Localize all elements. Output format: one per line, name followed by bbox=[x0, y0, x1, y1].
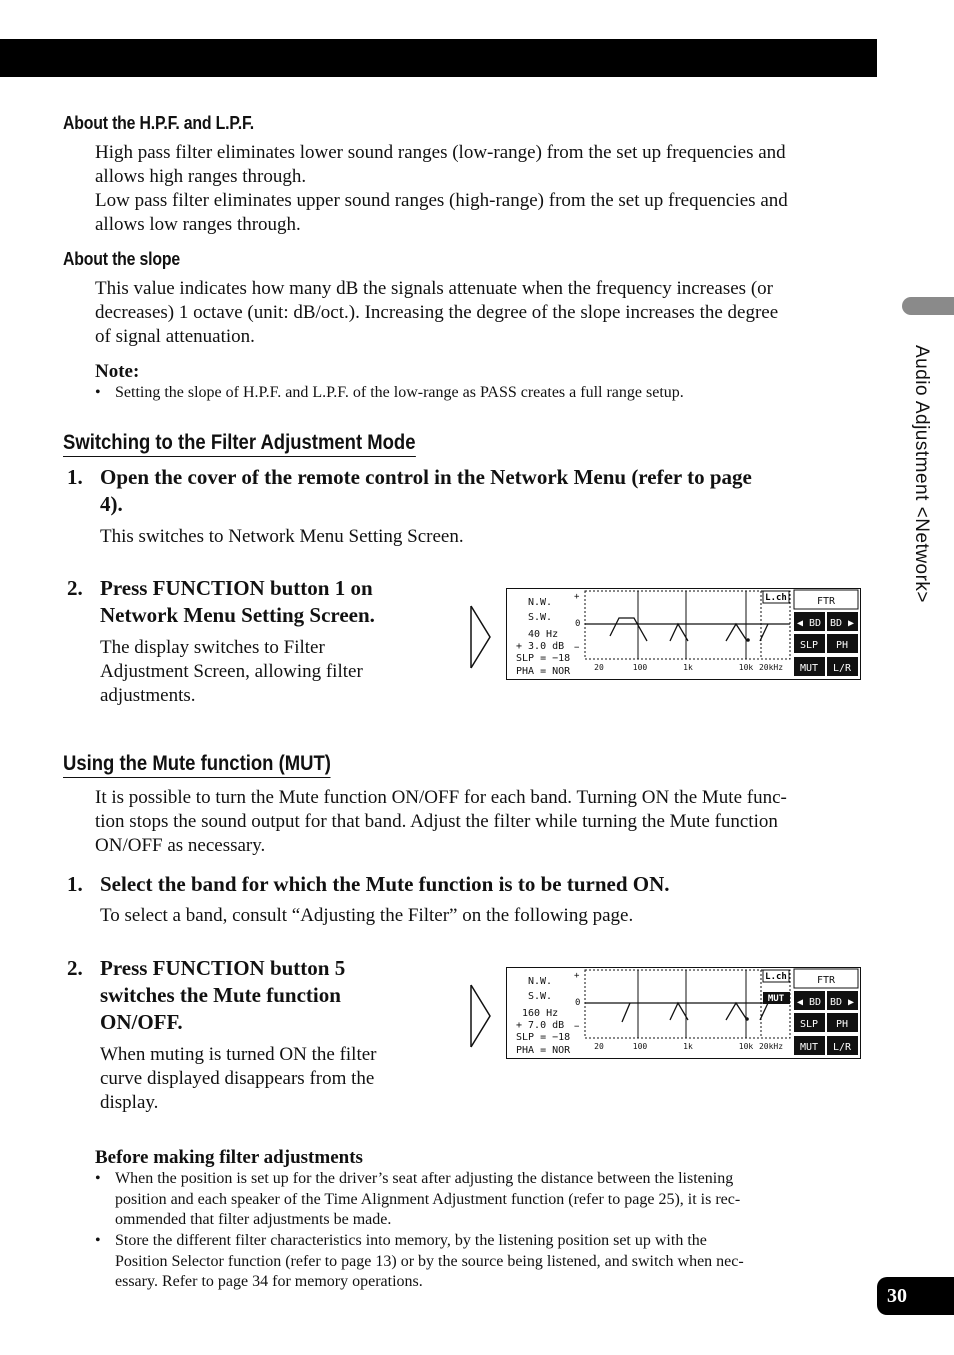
header-bar bbox=[0, 39, 877, 77]
text-line: allows high ranges through. bbox=[95, 166, 307, 187]
gain-mark-zero: 0 bbox=[575, 619, 581, 629]
text-line: essary. Refer to page 34 for memory operations. bbox=[115, 1273, 423, 1290]
screen-button-mut: MUT bbox=[799, 1042, 819, 1053]
text-line: position and each speaker of the Time Alignment Adjustment function (refer to page 25), it is rec- bbox=[115, 1190, 741, 1208]
text-line: allows low ranges through. bbox=[95, 214, 301, 235]
text-line: Open the cover of the remote control in the Network Menu (refer to page bbox=[100, 465, 752, 489]
freq-label: 10k bbox=[738, 1042, 754, 1051]
freq-label: 100 bbox=[632, 663, 648, 672]
before-bullet-2 bbox=[95, 1231, 835, 1293]
freq-label: 20kHz bbox=[758, 663, 784, 672]
text-line: ON/OFF as necessary. bbox=[95, 835, 266, 856]
step-text bbox=[100, 955, 460, 1036]
screen-info-line: + 3.0 dB bbox=[516, 641, 565, 652]
text-line: ON/OFF. bbox=[100, 1010, 183, 1034]
text-line: display. bbox=[100, 1092, 159, 1113]
channel-indicator: L.ch bbox=[765, 972, 787, 982]
before-adjust-title: Before making filter adjustments bbox=[95, 1147, 363, 1168]
freq-label: 20kHz bbox=[758, 1042, 784, 1051]
gain-mark-zero: 0 bbox=[575, 998, 581, 1008]
mute-step-1-desc: To select a band, consult “Adjusting the Filter” on the following page. bbox=[100, 905, 634, 926]
screen-button-mut: MUT bbox=[799, 663, 819, 674]
screen-button-bd-next: BD ▶ bbox=[829, 618, 855, 629]
gain-mark-minus: − bbox=[574, 643, 580, 653]
text-line: of signal attenuation. bbox=[95, 326, 255, 347]
channel-indicator: L.ch bbox=[765, 593, 787, 603]
step-text bbox=[100, 575, 460, 629]
heading-slope: About the slope bbox=[63, 249, 181, 269]
heading-mute: Using the Mute function (MUT) bbox=[63, 752, 331, 778]
filter-screen-1 bbox=[506, 588, 861, 680]
step-number: 2. bbox=[67, 956, 83, 980]
filter-screen-2 bbox=[506, 967, 861, 1059]
mute-indicator: MUT bbox=[767, 994, 785, 1004]
text-line: 4). bbox=[100, 492, 123, 516]
gain-mark-minus: − bbox=[574, 1022, 580, 1032]
screen-info-line: PHA = NOR bbox=[516, 1045, 571, 1056]
freq-label: 20 bbox=[594, 663, 604, 672]
screen-info-line: PHA = NOR bbox=[516, 666, 571, 677]
text-line: The display switches to Filter bbox=[100, 637, 325, 658]
screen-info-line: SLP = −18 bbox=[516, 653, 571, 664]
text-line: Adjustment Screen, allowing filter bbox=[100, 661, 363, 682]
before-bullet-1 bbox=[95, 1169, 835, 1231]
freq-label: 100 bbox=[632, 1042, 648, 1051]
text-line: tion stops the sound output for that band. Adjust the filter while turning the Mute function bbox=[95, 811, 778, 832]
text-line: • When the position is set up for the driver’s seat after adjusting the distance between the listening bbox=[115, 1170, 734, 1187]
page-number: 30 bbox=[877, 1277, 954, 1315]
text-line: Network Menu Setting Screen. bbox=[100, 603, 375, 627]
hpf-lpf-paragraph bbox=[95, 141, 855, 237]
text-line: When muting is turned ON the filter bbox=[100, 1044, 377, 1065]
heading-hpf-lpf: About the H.P.F. and L.P.F. bbox=[63, 113, 254, 133]
step-number: 1. bbox=[67, 465, 83, 489]
freq-label: 10k bbox=[738, 663, 754, 672]
screen-info-line: S.W. bbox=[528, 612, 553, 623]
text-line: Press FUNCTION button 5 bbox=[100, 956, 346, 980]
text-line: adjustments. bbox=[100, 685, 196, 706]
arrow-right-icon bbox=[469, 983, 493, 1049]
screen-button-ftr: FTR bbox=[816, 975, 836, 986]
slope-paragraph bbox=[95, 277, 855, 349]
screen-button-slp: SLP bbox=[799, 1019, 819, 1030]
screen-button-ph: PH bbox=[835, 1019, 849, 1030]
mute-paragraph bbox=[95, 786, 855, 858]
text-line: switches the Mute function bbox=[100, 983, 341, 1007]
text-line: ommended that filter adjustments be made. bbox=[115, 1211, 392, 1228]
text-line: This value indicates how many dB the signals attenuate when the frequency increases (or bbox=[95, 278, 773, 299]
step-text bbox=[100, 464, 840, 518]
screen-info-line: 40 Hz bbox=[528, 629, 559, 640]
screen-info-line: + 7.0 dB bbox=[516, 1020, 565, 1031]
step-text: Select the band for which the Mute function is to be turned ON. bbox=[100, 872, 670, 896]
screen-info-line: S.W. bbox=[528, 991, 553, 1002]
screen-info-line: 160 Hz bbox=[522, 1008, 559, 1019]
text-line: Press FUNCTION button 1 on bbox=[100, 576, 373, 600]
text-line: curve displayed disappears from the bbox=[100, 1068, 375, 1089]
note-title: Note: bbox=[95, 361, 140, 382]
step-number: 2. bbox=[67, 576, 83, 600]
screen-info-line: N.W. bbox=[528, 597, 553, 608]
text-line: High pass filter eliminates lower sound ranges (low-range) from the set up frequencies and bbox=[95, 142, 786, 163]
freq-label: 1k bbox=[683, 1042, 693, 1051]
text-line: Position Selector function (refer to page 13) or by the source being listened, and switch when nec- bbox=[115, 1252, 744, 1270]
screen-info-line: N.W. bbox=[528, 976, 553, 987]
freq-label: 20 bbox=[594, 1042, 604, 1051]
screen-button-lr: L/R bbox=[832, 1042, 852, 1053]
heading-filter-mode: Switching to the Filter Adjustment Mode bbox=[63, 431, 415, 457]
screen-button-bd-prev: ◀ BD bbox=[796, 618, 822, 629]
screen-button-slp: SLP bbox=[799, 640, 819, 651]
screen-button-ph: PH bbox=[835, 640, 849, 651]
side-chapter-label: Audio Adjustment <Network> bbox=[911, 345, 932, 604]
screen-info-line: SLP = −18 bbox=[516, 1032, 571, 1043]
screen-button-ftr: FTR bbox=[816, 596, 836, 607]
text-line: Low pass filter eliminates upper sound ranges (high-range) from the set up frequencies and bbox=[95, 190, 788, 211]
side-tab-marker bbox=[902, 297, 954, 315]
gain-mark-plus: + bbox=[574, 971, 580, 981]
gain-mark-plus: + bbox=[574, 592, 580, 602]
note-bullet: • Setting the slope of H.P.F. and L.P.F. of the low-range as PASS creates a full range setup. bbox=[95, 383, 835, 404]
text-line: • Store the different filter characteristics into memory, by the listening position set up with the bbox=[115, 1232, 707, 1249]
step-number: 1. bbox=[67, 872, 83, 896]
text-line: It is possible to turn the Mute function ON/OFF for each band. Turning ON the Mute func- bbox=[95, 787, 787, 808]
filter-step-1-desc: This switches to Network Menu Setting Screen. bbox=[100, 526, 464, 547]
filter-step-2-desc bbox=[100, 636, 363, 708]
mute-step-2-desc bbox=[100, 1043, 377, 1115]
screen-button-bd-next: BD ▶ bbox=[829, 997, 855, 1008]
text-line: decreases) 1 octave (unit: dB/oct.). Increasing the degree of the slope increases the degree bbox=[95, 302, 779, 323]
arrow-right-icon bbox=[469, 604, 493, 670]
screen-button-bd-prev: ◀ BD bbox=[796, 997, 822, 1008]
screen-button-lr: L/R bbox=[832, 663, 852, 674]
freq-label: 1k bbox=[683, 663, 693, 672]
